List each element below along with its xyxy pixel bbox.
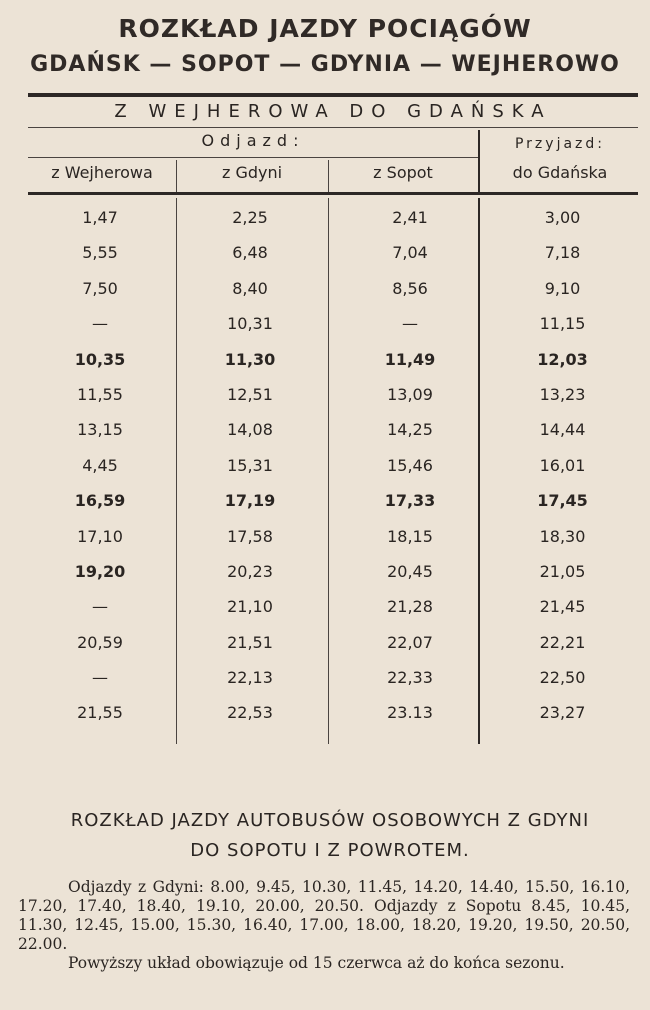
bus-departures-paragraph: Odjazdy z Gdyni: 8.00, 9.45, 10.30, 11.45, 14.20, 14.40, 15.50, 16.10, 17.20, 17.40, 18.40, 19.10, 20.00, 20.50. Odjazdy z Sopotu 8.45, 10.45, 11.30, 12.45, 15.00, 15.30, 16.40, 17.00, 18.00, 18.20, 19.20, 19.50, 20.50, 22.00. — [18, 878, 630, 953]
table-cell: 9,10 — [544, 278, 581, 298]
table-cell: 2,41 — [392, 208, 428, 227]
table-cell: 21,10 — [227, 597, 273, 617]
table-cell: 21,55 — [77, 703, 123, 723]
table-row — [0, 420, 650, 455]
table-cell: 10,35 — [74, 349, 126, 369]
table-cell: — — [92, 597, 108, 617]
table-row — [0, 703, 650, 738]
bus-validity-paragraph: Powyższy układ obowiązuje od 15 czerwca aż do końca sezonu. — [68, 954, 565, 972]
table-cell: 22,13 — [227, 668, 273, 688]
bus-schedule-title — [10, 806, 650, 866]
timetable-body — [0, 208, 650, 739]
arrivals-header: Przyjazd: — [514, 136, 605, 152]
table-cell: 11,49 — [384, 349, 436, 369]
column-header-sopot: z Sopot — [373, 163, 433, 182]
column-divider — [176, 160, 177, 192]
column-divider — [478, 130, 480, 192]
table-cell: 2,25 — [232, 208, 268, 227]
table-cell: 23.13 — [387, 703, 433, 723]
table-cell: 17,45 — [537, 491, 588, 511]
table-cell: 21,05 — [539, 561, 586, 581]
table-cell: — — [402, 314, 418, 334]
table-cell: 7,04 — [392, 243, 428, 263]
table-cell: 22,50 — [539, 668, 586, 688]
table-cell: 22,53 — [227, 703, 273, 723]
bus-title-line: DO SOPOTU I Z POWROTEM. — [190, 840, 470, 861]
table-cell: 21,28 — [387, 597, 433, 617]
header-rule — [28, 192, 638, 195]
table-row — [0, 633, 650, 668]
table-cell: 20,45 — [387, 561, 433, 581]
table-cell: 13,09 — [387, 384, 433, 404]
table-cell: 11,30 — [224, 349, 276, 369]
divider — [28, 127, 638, 128]
table-cell: 22,07 — [387, 632, 433, 652]
table-row — [0, 668, 650, 703]
table-row — [0, 208, 650, 243]
table-cell: 11,55 — [77, 384, 123, 404]
table-cell: 16,01 — [539, 455, 586, 475]
table-row — [0, 279, 650, 314]
divider — [28, 157, 478, 158]
table-cell: 19,20 — [74, 561, 126, 581]
table-cell: 6,48 — [232, 243, 268, 263]
column-divider — [328, 160, 329, 192]
table-cell: 17,19 — [224, 491, 276, 511]
table-cell: 21,45 — [539, 597, 586, 617]
column-header-wejherowo: z Wejherowa — [51, 163, 153, 182]
table-cell: 8,40 — [232, 278, 268, 298]
column-header-gdansk: do Gdańska — [512, 163, 608, 182]
table-row — [0, 562, 650, 597]
table-cell: 7,50 — [82, 278, 118, 298]
table-row — [0, 491, 650, 526]
table-row — [0, 527, 650, 562]
table-cell: 7,18 — [544, 243, 581, 263]
table-cell: — — [92, 668, 108, 688]
table-cell: 10,31 — [227, 314, 273, 334]
table-cell: 12,51 — [227, 384, 273, 404]
table-cell: 17,10 — [77, 526, 123, 546]
page-title: ROZKŁAD JAZDY POCIĄGÓW — [118, 14, 532, 43]
table-cell: 4,45 — [82, 455, 118, 475]
table-cell: 16,59 — [74, 491, 126, 511]
table-cell: 21,51 — [227, 632, 273, 652]
table-cell: 12,03 — [537, 349, 588, 369]
table-cell: 14,08 — [227, 420, 273, 440]
table-row — [0, 350, 650, 385]
table-cell: 20,59 — [77, 632, 123, 652]
column-header-gdynia: z Gdyni — [221, 163, 283, 182]
table-cell: 14,25 — [387, 420, 433, 440]
table-cell: 17,58 — [227, 526, 273, 546]
departures-header: Odjazd: — [201, 131, 305, 150]
direction-header: Z WEJHEROWA DO GDAŃSKA — [114, 101, 552, 122]
table-cell: 13,23 — [539, 384, 586, 404]
table-row — [0, 597, 650, 632]
table-cell: 22,33 — [387, 668, 433, 688]
bus-schedule-text — [18, 878, 630, 973]
table-cell: 14,44 — [539, 420, 586, 440]
table-cell: 8,56 — [392, 278, 428, 298]
table-cell: — — [92, 314, 108, 334]
table-cell: 17,33 — [384, 491, 436, 511]
table-cell: 11,15 — [539, 314, 586, 334]
bus-title-line: ROZKŁAD JAZDY AUTOBUSÓW OSOBOWYCH Z GDYNI — [70, 810, 590, 831]
table-row — [0, 385, 650, 420]
table-row — [0, 243, 650, 278]
table-cell: 18,30 — [539, 526, 586, 546]
table-row — [0, 456, 650, 491]
table-cell: 15,46 — [387, 455, 433, 475]
table-cell: 23,27 — [539, 703, 586, 723]
table-cell: 13,15 — [77, 420, 123, 440]
top-rule — [28, 93, 638, 97]
table-row — [0, 314, 650, 349]
table-cell: 20,23 — [227, 561, 273, 581]
table-cell: 18,15 — [387, 526, 433, 546]
route-subtitle: GDAŃSK — SOPOT — GDYNIA — WEJHEROWO — [30, 52, 620, 77]
table-cell: 22,21 — [539, 632, 586, 652]
table-cell: 15,31 — [227, 455, 273, 475]
table-cell: 5,55 — [82, 243, 118, 263]
table-cell: 3,00 — [544, 208, 581, 227]
table-cell: 1,47 — [82, 208, 118, 227]
